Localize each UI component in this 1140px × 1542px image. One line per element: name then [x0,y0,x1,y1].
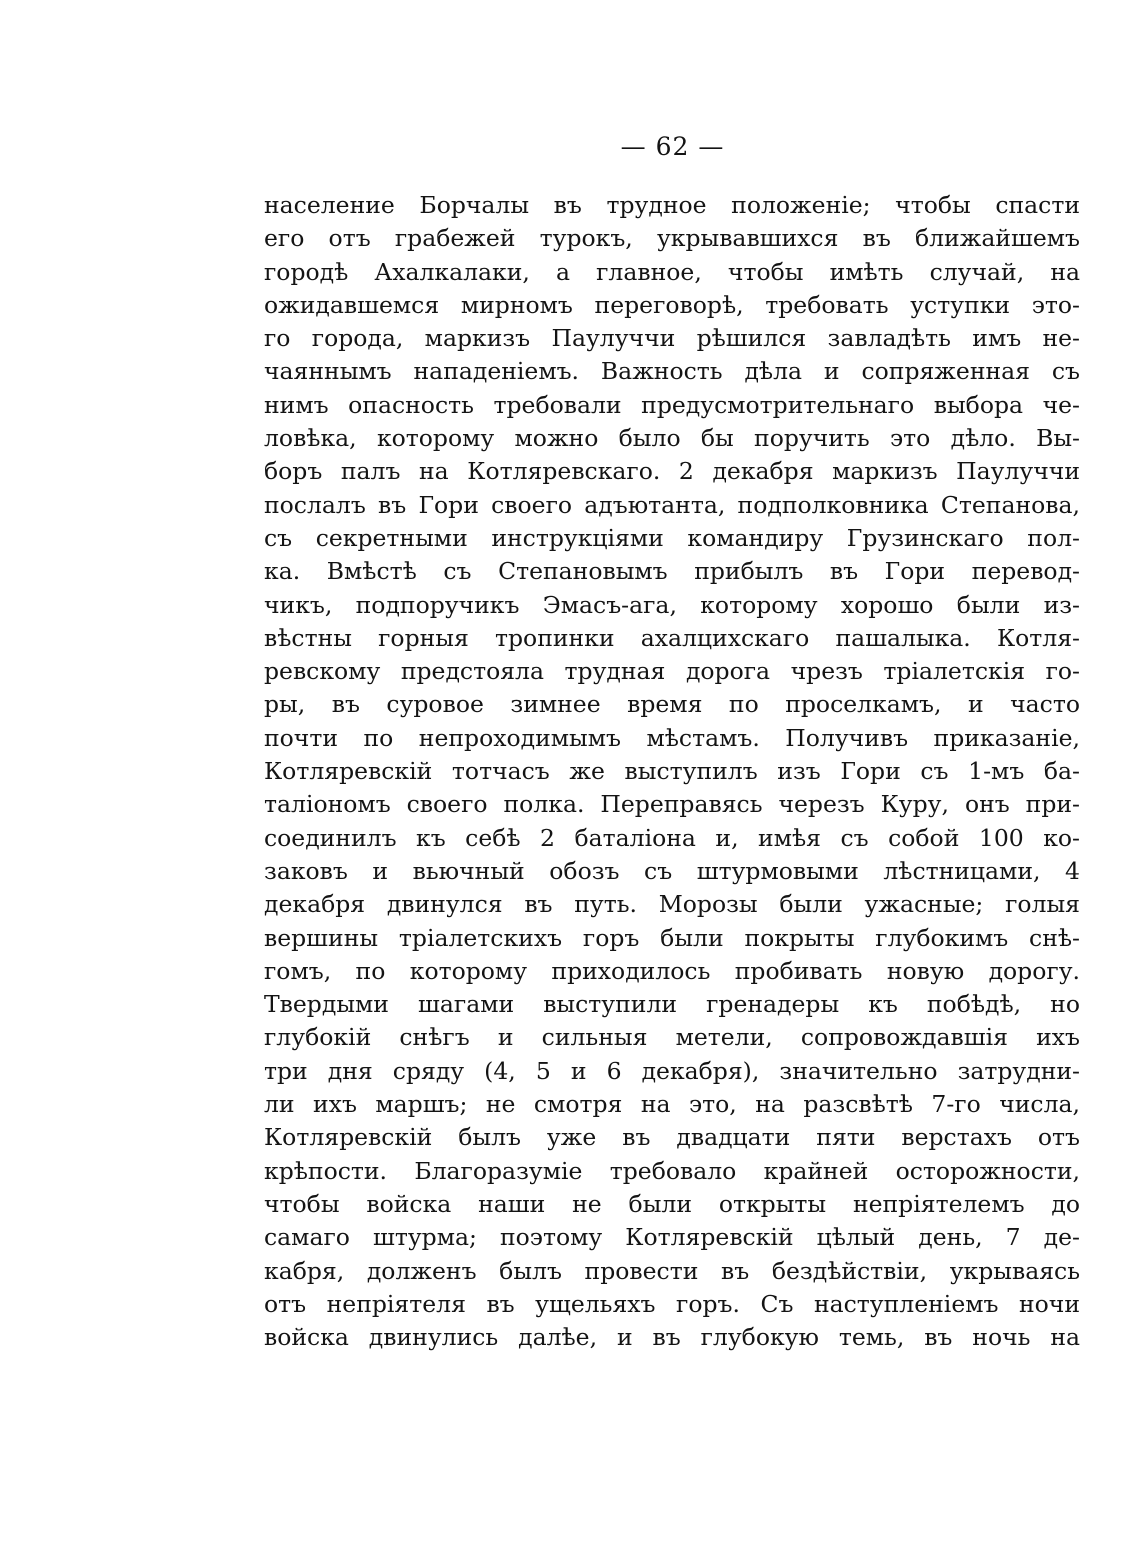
text-line: отъ непріятеля въ ущельяхъ горъ. Съ наступленіемъ ночи [264,1289,1080,1318]
text-line: войска двинулись далѣе, и въ глубокую темь, въ ночь на [264,1323,1080,1352]
text-line: таліономъ своего полка. Переправясь черезъ Куру, онъ при- [264,790,1080,819]
text-line: население Борчалы въ трудное положеніе; чтобы спасти [264,191,1080,219]
text-line: Твердыми шагами выступили гренадеры къ побѣдѣ, но [264,990,1080,1019]
text-line: ры, въ суровое зимнее время по проселкамъ, и часто [264,690,1080,719]
text-line: чикъ, подпоручикъ Эмасъ-ага, которому хорошо были из- [264,590,1080,619]
text-line: его отъ грабежей турокъ, укрывавшихся въ ближайшемъ [264,224,1080,253]
text-line: гомъ, по которому приходилось пробивать новую дорогу. [264,956,1080,985]
text-line: заковъ и вьючный обозъ съ штурмовыми лѣстницами, 4 [264,856,1080,885]
text-line: Котляревскій тотчасъ же выступилъ изъ Гори съ 1-мъ ба- [264,757,1080,786]
text-line: послалъ въ Гори своего адъютанта, подполковника Степанова, [264,490,1080,519]
text-line: съ секретными инструкціями командиру Грузинскаго пол- [264,523,1080,552]
text-line: три дня сряду (4, 5 и 6 декабря), значительно затрудни- [264,1056,1080,1085]
text-line: ревскому предстояла трудная дорога чрезъ тріалетскія го- [264,657,1080,686]
page-number: — 62 — [620,132,725,161]
text-line: самаго штурма; поэтому Котляревскій цѣлый день, 7 де- [264,1223,1080,1252]
text-line: крѣпости. Благоразуміе требовало крайней осторожности, [264,1156,1080,1185]
body-text [264,189,1080,1354]
text-line: декабря двинулся въ путь. Морозы были ужасные; голыя [264,890,1080,919]
text-line: соединилъ къ себѣ 2 баталіона и, имѣя съ собой 100 ко- [264,823,1080,852]
text-line: глубокій снѣгъ и сильныя метели, сопровождавшія ихъ [264,1023,1080,1052]
text-line: го города, маркизъ Паулуччи рѣшился завладѣть имъ не- [264,324,1080,353]
text-line: ли ихъ маршъ; не смотря на это, на разсвѣтѣ 7-го числа, [264,1090,1080,1119]
text-line: ловѣка, которому можно было бы поручить это дѣло. Вы- [264,424,1080,453]
text-line: ка. Вмѣстѣ съ Степановымъ прибылъ въ Гори перевод- [264,557,1080,586]
text-line: кабря, долженъ былъ провести въ бездѣйствіи, укрываясь [264,1256,1080,1285]
text-line: вѣстны горныя тропинки ахалцихскаго пашалыка. Котля- [264,623,1080,652]
text-line: нимъ опасность требовали предусмотрительнаго выбора че- [264,390,1080,419]
text-line: Котляревскій былъ уже въ двадцати пяти верстахъ отъ [264,1123,1080,1152]
text-line: почти по непроходимымъ мѣстамъ. Получивъ приказаніе, [264,723,1080,752]
text-line: чтобы войска наши не были открыты непріятелемъ до [264,1189,1080,1218]
text-line: ожидавшемся мирномъ переговорѣ, требовать уступки это- [264,290,1080,319]
text-line: чаяннымъ нападеніемъ. Важность дѣла и сопряженная съ [264,357,1080,386]
text-line: городѣ Ахалкалаки, а главное, чтобы имѣть случай, на [264,257,1080,286]
text-line: вершины тріалетскихъ горъ были покрыты глубокимъ снѣ- [264,923,1080,952]
text-line: боръ палъ на Котляревскаго. 2 декабря маркизъ Паулуччи [264,457,1080,486]
